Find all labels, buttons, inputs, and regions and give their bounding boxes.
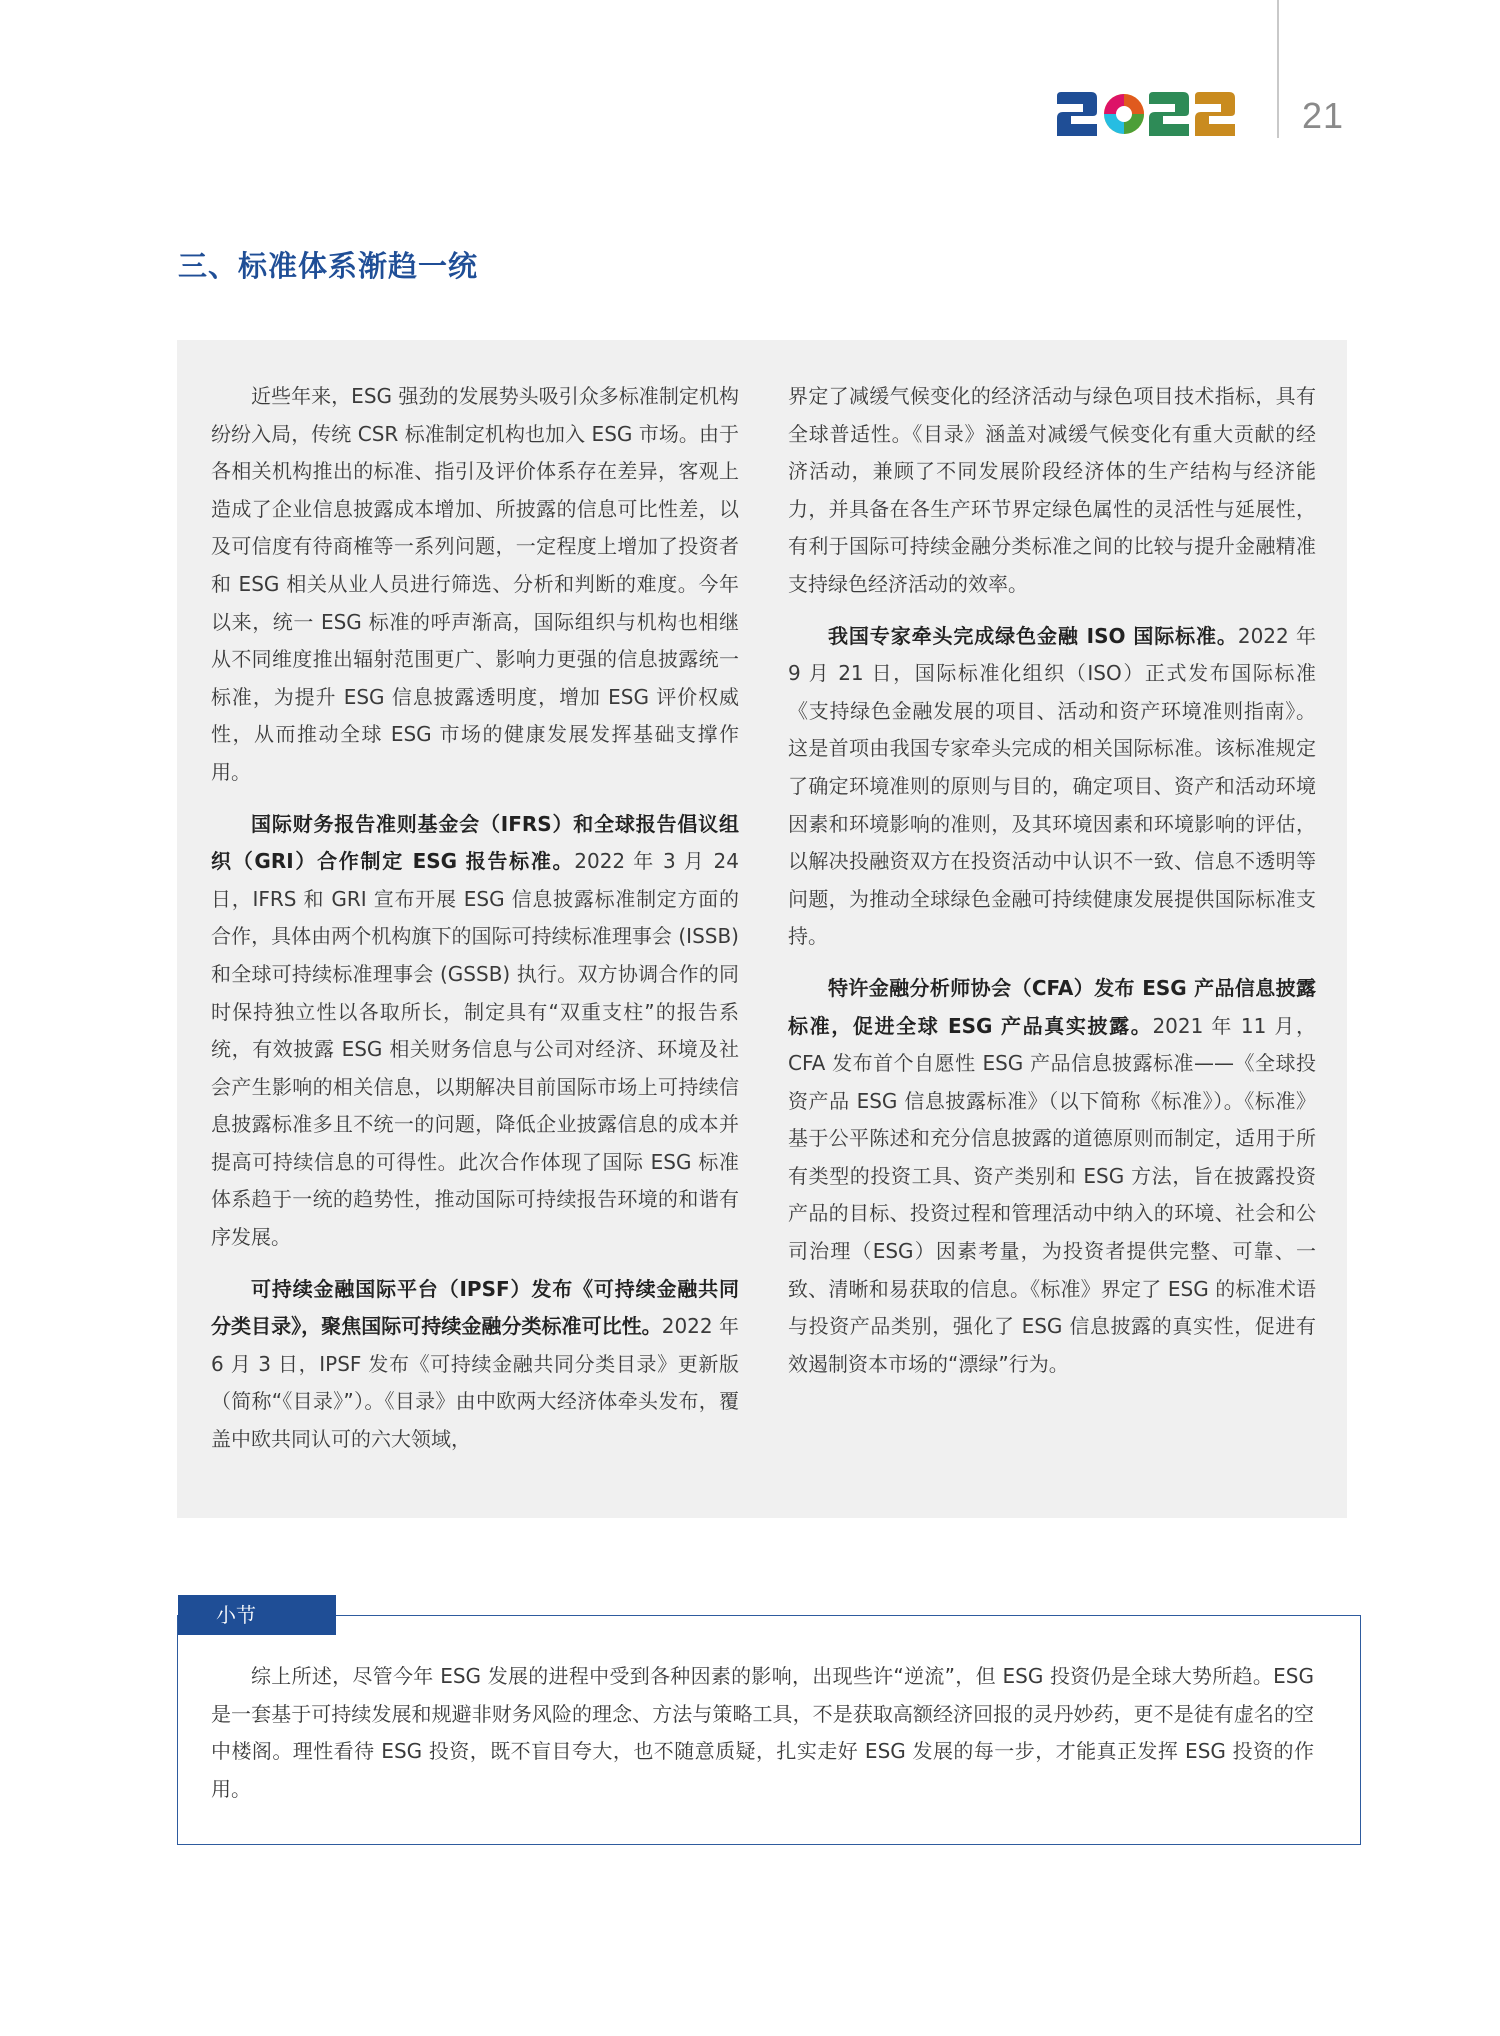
paragraph-ifrs-gri-heading: 国际财务报告准则基金会（IFRS）和全球报告倡议组织（GRI）合作制定 ESG 报告标准。 <box>211 811 739 874</box>
paragraph-iso-heading: 我国专家牵头完成绿色金融 ISO 国际标准。 <box>828 623 1238 648</box>
paragraph-cfa <box>788 970 1316 1384</box>
section-title: 三、标准体系渐趋一统 <box>178 249 479 283</box>
summary-label: 小节 <box>178 1595 336 1635</box>
paragraph-ipsf-heading: 可持续金融国际平台（IPSF）发布《可持续金融共同分类目录》，聚焦国际可持续金融分类标准可比性。 <box>211 1276 739 1339</box>
paragraph-cfa-text: 2021 年 11 月，CFA 发布首个自愿性 ESG 产品信息披露标准——《全球投资产品 ESG 信息披露标准》（以下简称《标准》）。《标准》基于公平陈述和充分信息披露的道德原则而制定，适用于所有类型的投资工具、资产类别和 ESG 方法，旨在披露投资产品的目标、投资过程和管理活动中纳入的环境、社会和公司治理（ESG）因素考量，为投资者提供完整、可靠、一致、清晰和易获取的信息。《标准》界定了 ESG 的标准术语与投资产品类别，强化了 ESG 信息披露的真实性，促进有效遏制资本市场的“漂绿”行为。 <box>788 1013 1316 1376</box>
paragraph-ipsf-text: 2022 年 6 月 3 日，IPSF 发布《可持续金融共同分类目录》更新版（简称“《目录》”）。《目录》由中欧两大经济体牵头发布，覆盖中欧共同认可的六大领域， <box>211 1314 740 1452</box>
paragraph-intro: 近些年来，ESG 强劲的发展势头吸引众多标准制定机构纷纷入局，传统 CSR 标准制定机构也加入 ESG 市场。由于各相关机构推出的标准、指引及评价体系存在差异，客观上造成了企业信息披露成本增加、所披露的信息可比性差，以及可信度有待商榷等一系列问题，一定程度上增加了投资者和 ESG 相关从业人员进行筛选、分析和判断的难度。今年以来，统一 ESG 标准的呼声渐高，国际组织与机构也相继从不同维度推出辐射范围更广、影响力更强的信息披露统一标准，为提升 ESG 信息披露透明度，增加 ESG 评价权威性，从而推动全球 ESG 市场的健康发展发挥基础支撑作用。 <box>211 384 739 784</box>
logo-digit-2-a <box>1057 92 1097 136</box>
paragraph-ipsf-continued: 界定了减缓气候变化的经济活动与绿色项目技术指标，具有全球普适性。《目录》涵盖对减缓气候变化有重大贡献的经济活动，兼顾了不同发展阶段经济体的生产结构与经济能力，并具备在各生产环节界定绿色属性的灵活性与延展性，有利于国际可持续金融分类标准之间的比较与提升金融精准支持绿色经济活动的效率。 <box>788 384 1316 596</box>
logo-digit-2-c <box>1195 92 1235 136</box>
paragraph-ifrs-gri-text: 2022 年 3 月 24 日，IFRS 和 GRI 宣布开展 ESG 信息披露标准制定方面的合作，具体由两个机构旗下的国际可持续标准理事会 (ISSB) 和全球可持续标准理事会 (GSSB) 执行。双方协调合作的同时保持独立性以各取所长，制定具有“双重支柱”的报告系统，有效披露 ESG 相关财务信息与公司对经济、环境及社会产生影响的相关信息，以期解决目前国际市场上可持续信息披露标准多且不统一的问题，降低企业披露信息的成本并提高可持续信息的可得性。此次合作体现了国际 ESG 标准体系趋于一统的趋势性，推动国际可持续报告环境的和谐有序发展。 <box>211 849 739 1250</box>
header-divider-line <box>1277 0 1279 138</box>
summary-text: 综上所述，尽管今年 ESG 发展的进程中受到各种因素的影响，出现些许“逆流”，但 ESG 投资仍是全球大势所趋。ESG 是一套基于可持续发展和规避非财务风险的理念、方法与策略工具，不是获取高额经济回报的灵丹妙药，更不是徒有虚名的空中楼阁。理性看待 ESG 投资，既不盲目夸大，也不随意质疑，扎实走好 ESG 发展的每一步，才能真正发挥 ESG 投资的作用。 <box>211 1664 1314 1801</box>
paragraph-ifrs-gri <box>211 806 739 1257</box>
year-logo <box>1057 92 1235 136</box>
paragraph-iso-text: 2022 年 9 月 21 日，国际标准化组织（ISO）正式发布国际标准《支持绿色金融发展的项目、活动和资产环境准则指南》。这是首项由我国专家牵头完成的相关国际标准。该标准规定了确定环境准则的原则与目的，确定项目、资产和活动环境因素和环境影响的准则，及其环境因素和环境影响的评估，以解决投融资双方在投资活动中认识不一致、信息不透明等问题，为推动全球绿色金融可持续健康发展提供国际标准支持。 <box>788 623 1316 949</box>
page-number: 21 <box>1302 95 1345 136</box>
text-column-left <box>211 378 739 1473</box>
paragraph-iso <box>788 618 1316 956</box>
paragraph-cfa-heading: 特许金融分析师协会（CFA）发布 ESG 产品信息披露标准，促进全球 ESG 产品真实披露。 <box>788 975 1316 1038</box>
text-column-right <box>788 378 1316 1397</box>
paragraph-ipsf <box>211 1271 739 1459</box>
logo-digit-2-b <box>1149 92 1189 136</box>
